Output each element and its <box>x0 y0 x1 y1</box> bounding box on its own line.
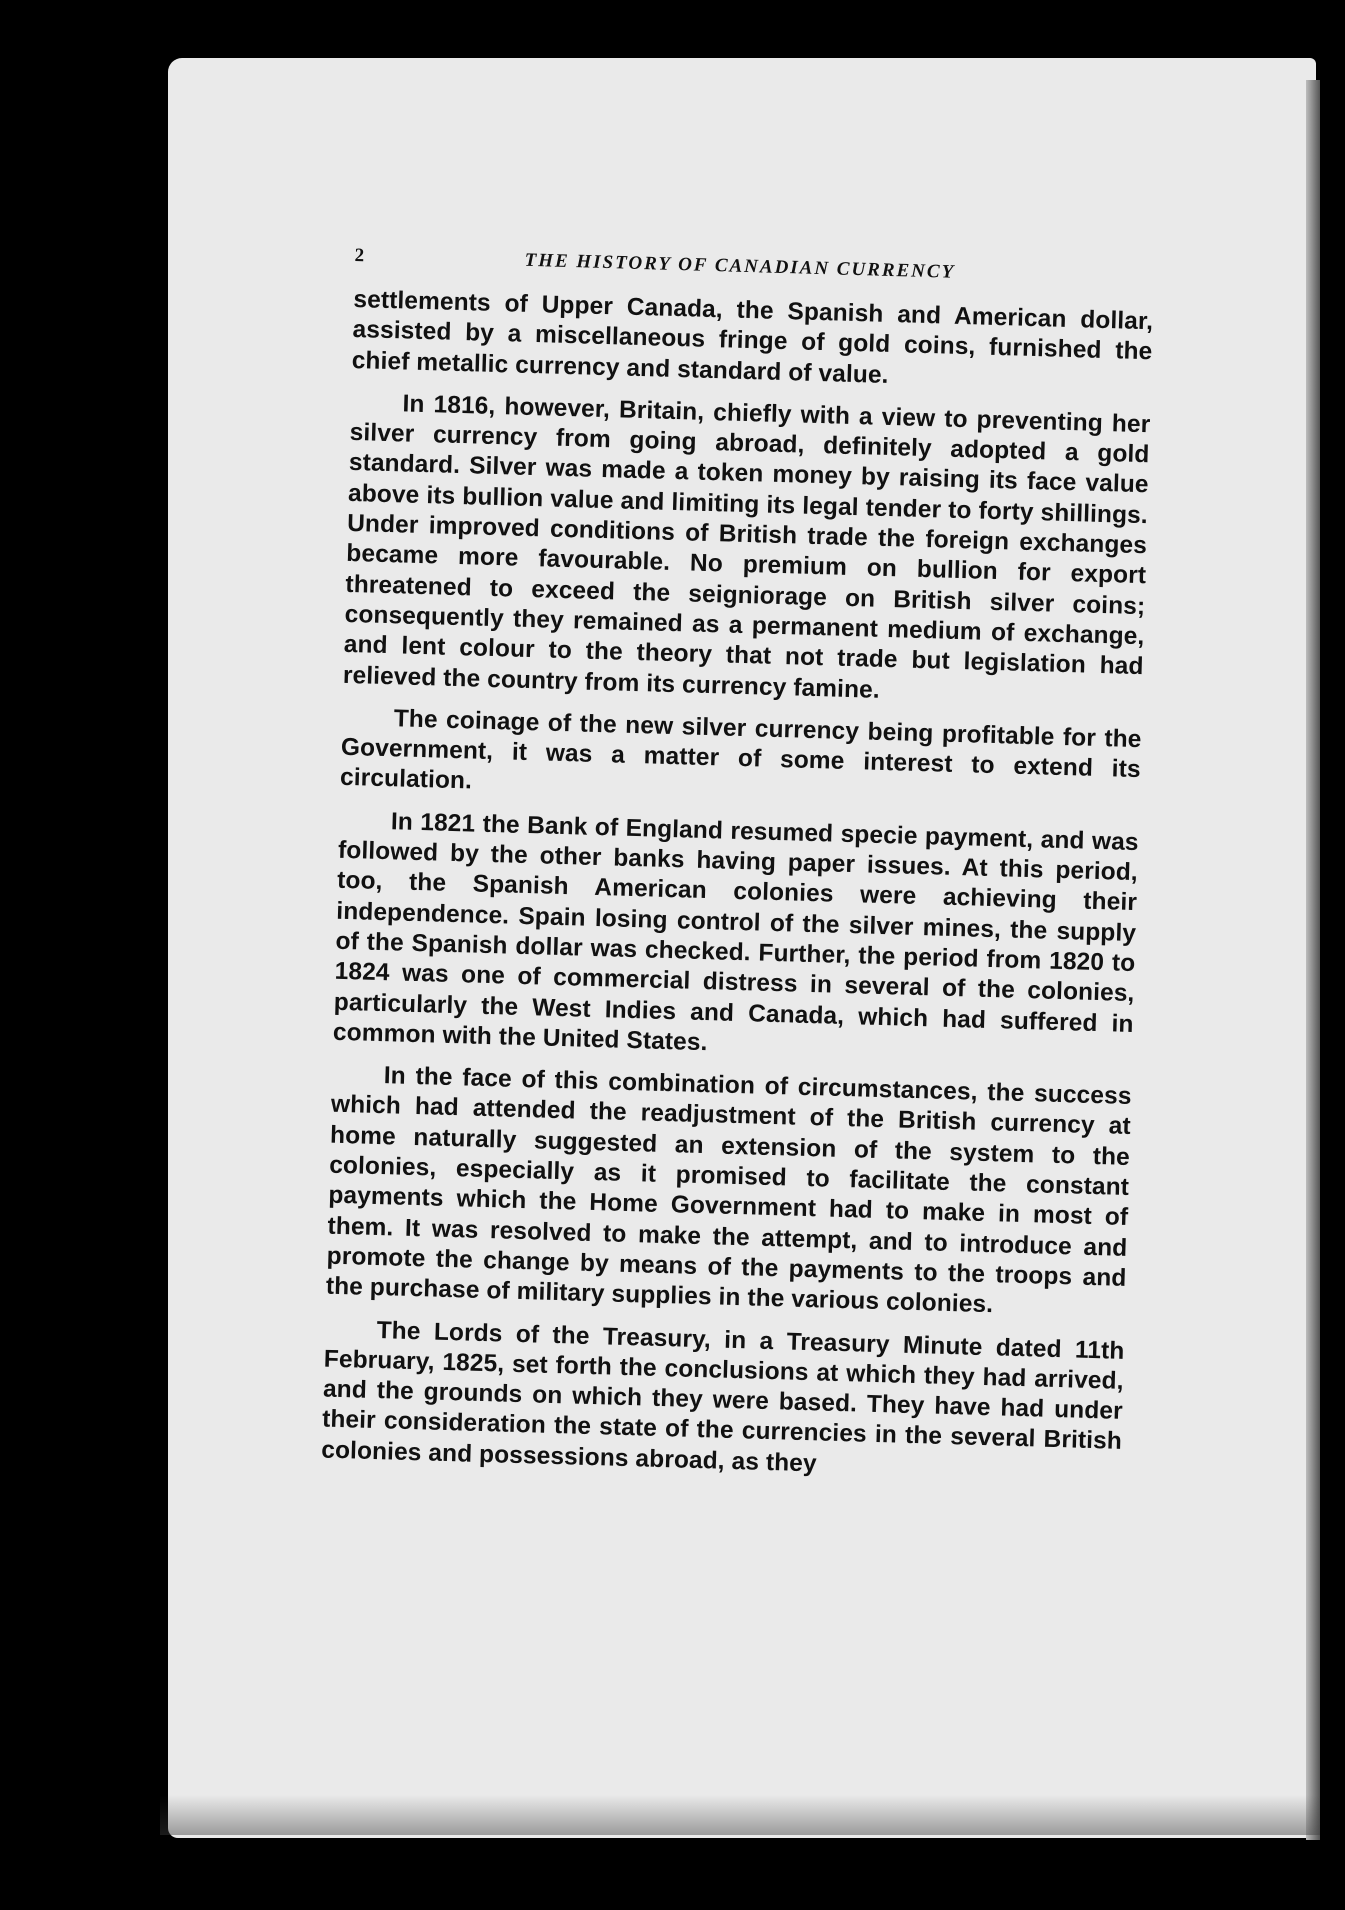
page-bottom-shadow <box>160 1795 1320 1835</box>
paragraph-4: In 1821 the Bank of England resumed specie payment, and was followed by the other banks having paper issues. At this period, too, the Spanish American colonies were achieving their independence. Spain losing control of the silver mines, the supply of the Spanish dollar was checked. Further, the period from 1820 to 1824 was one of commercial distress in several of the colonies, particularly the West Indies and Canada, which had suffered in common with the United States. <box>332 807 1140 1056</box>
page-content <box>321 245 1155 1500</box>
running-title: THE HISTORY OF CANADIAN CURRENCY <box>524 249 956 283</box>
paragraph-2: In 1816, however, Britain, chiefly with a view to preventing her silver currency from going abroad, definitely adopted a gold standard. Silver was made a token money by raising its face value above its bullion value and limiting its legal tender to forty shillings. Under improved conditions of British trade the foreign exchanges became more favourable. No premium on bullion for export threatened to exceed the seigniorage on British silver coins; consequently they remained as a permanent medium of exchange, and lent colour to the theory that not trade but legislation had relieved the country from its currency famine. <box>342 390 1151 704</box>
page-edge-shadow <box>1306 80 1320 1840</box>
paragraph-6: The Lords of the Treasury, in a Treasury Minute dated 11th February, 1825, set forth the conclusions at which they had arrived, and the grounds on which they were based. They have had under their consideration the state of the currencies in the several British colonies and possessions abroad, as they <box>320 1316 1125 1478</box>
paragraph-1: settlements of Upper Canada, the Spanish and American dollar, assisted by a miscellaneous fringe of gold coins, furnished the chief metallic currency and standard of value. <box>351 285 1154 389</box>
paragraph-3: The coinage of the new silver currency being profitable for the Government, it was a matter of some interest to extend its circulation. <box>339 705 1142 795</box>
page-number: 2 <box>354 245 365 267</box>
paragraph-5: In the face of this combination of circumstances, the success which had attended the readjustment of the British currency at home naturally suggested an extension of the system to the colonies, especially as it promised to facilitate the constant payments which the Home Government had to make in most of them. It was resolved to make the attempt, and to introduce and promote the change by means of the payments to the troops and the purchase of military supplies in the various colonies. <box>325 1062 1132 1319</box>
